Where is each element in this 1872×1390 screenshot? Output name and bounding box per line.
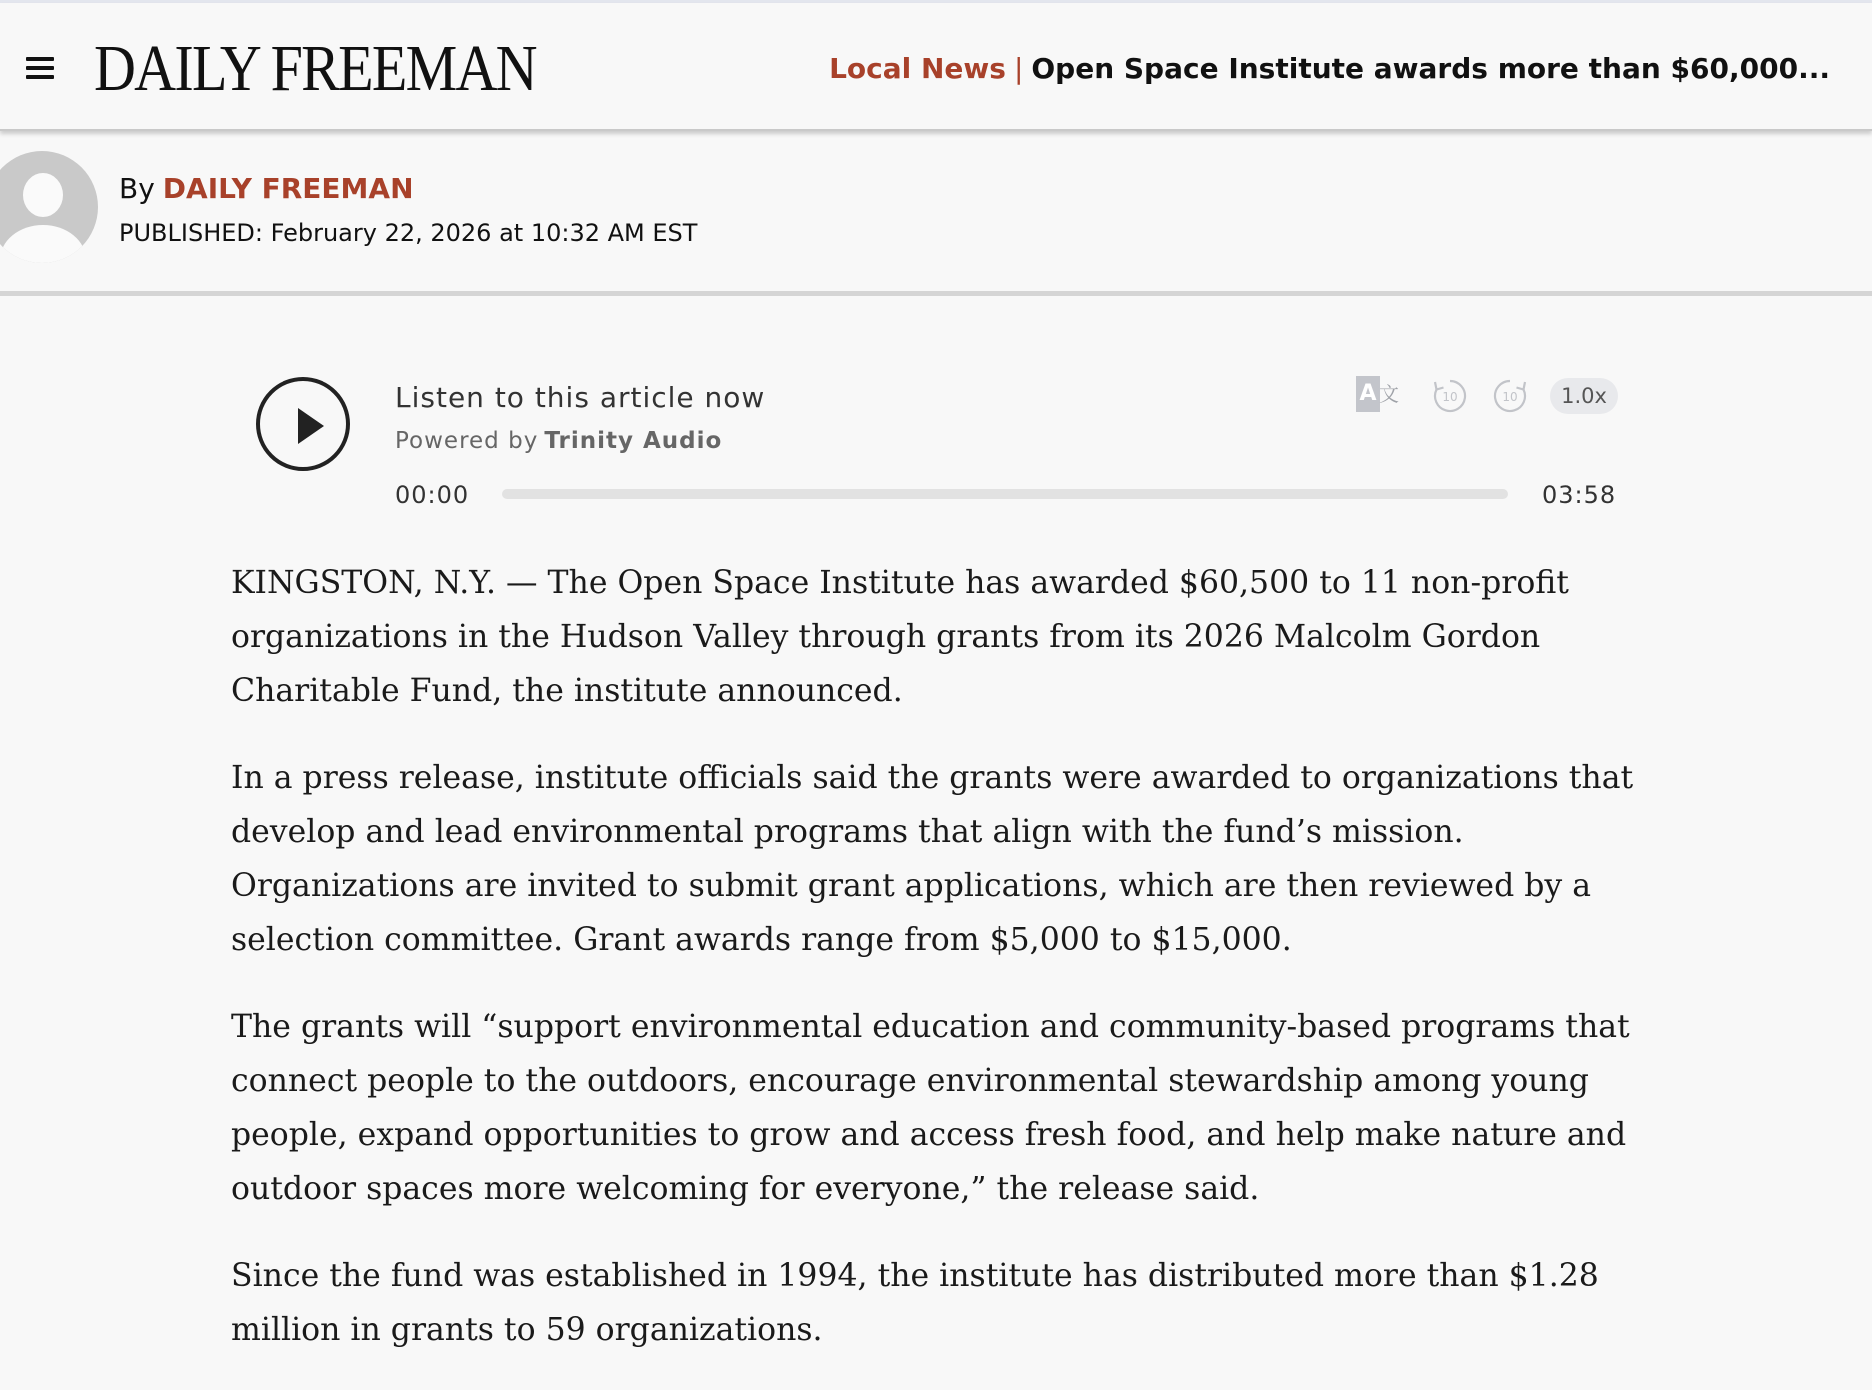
article-paragraph: KINGSTON, N.Y. — The Open Space Institute has awarded $60,500 to 11 non-profit organizations in the Hudson Valley through grants from its 2026 Malcolm Gordon Charitable Fund, the institute announced. xyxy=(231,565,1569,709)
rewind-seconds-label: 10 xyxy=(1442,390,1458,404)
trinity-audio-link[interactable]: Trinity Audio xyxy=(544,428,723,454)
article-paragraph: The grants will “support environmental education and community-based programs that connect people to the outdoors, encourage environmental stewardship among young people, expand opportunities to grow and access fresh food, and help make nature and outdoor spaces more welcoming for everyone,” the release said. xyxy=(231,1009,1630,1207)
breadcrumb-separator: | xyxy=(1013,52,1024,85)
play-button[interactable] xyxy=(256,377,350,471)
powered-by-label: Powered by xyxy=(395,428,539,454)
article-paragraph: Since the fund was established in 1994, the institute has distributed more than $1.28 million in grants to 59 organizations. xyxy=(231,1258,1599,1348)
site-logo[interactable]: DAILY FREEMAN xyxy=(94,32,536,105)
breadcrumb xyxy=(829,49,1830,89)
forward-seconds-label: 10 xyxy=(1502,390,1518,404)
hamburger-menu-icon[interactable] xyxy=(24,55,56,81)
forward-10-button[interactable] xyxy=(1492,378,1528,414)
current-time: 00:00 xyxy=(395,481,470,509)
forward-10-icon xyxy=(1492,378,1528,414)
author-line xyxy=(119,171,414,207)
duration: 03:58 xyxy=(1542,481,1617,509)
site-header xyxy=(0,3,1872,131)
translate-button[interactable] xyxy=(1356,376,1402,412)
powered-by xyxy=(395,424,722,458)
article-paragraph: In a press release, institute officials said the grants were awarded to organizations that develop and lead environmental programs that align with the fund’s mission. Organizations are invited to submit grant applications, which are then reviewed by a selection committee. Grant awards range from $5,000 to $15,000. xyxy=(231,760,1634,958)
header-headline: Open Space Institute awards more than $60,000... xyxy=(1031,52,1830,85)
by-label: By xyxy=(119,172,155,205)
play-icon xyxy=(298,408,324,444)
published-date: PUBLISHED: February 22, 2026 at 10:32 AM EST xyxy=(119,219,698,247)
audio-player-title: Listen to this article now xyxy=(395,381,766,414)
audio-progress-bar[interactable] xyxy=(502,489,1508,499)
translate-icon-secondary: 文 xyxy=(1379,382,1399,406)
rewind-10-icon xyxy=(1432,378,1468,414)
rewind-10-button[interactable] xyxy=(1432,378,1468,414)
author-avatar xyxy=(0,151,98,263)
byline-section xyxy=(0,131,1872,296)
translate-icon: A xyxy=(1356,376,1380,412)
audio-player xyxy=(240,360,1640,520)
article-body xyxy=(231,556,1651,1390)
author-link[interactable]: DAILY FREEMAN xyxy=(162,172,414,205)
section-link[interactable]: Local News xyxy=(829,52,1006,85)
playback-rate-button[interactable]: 1.0x xyxy=(1550,378,1618,414)
